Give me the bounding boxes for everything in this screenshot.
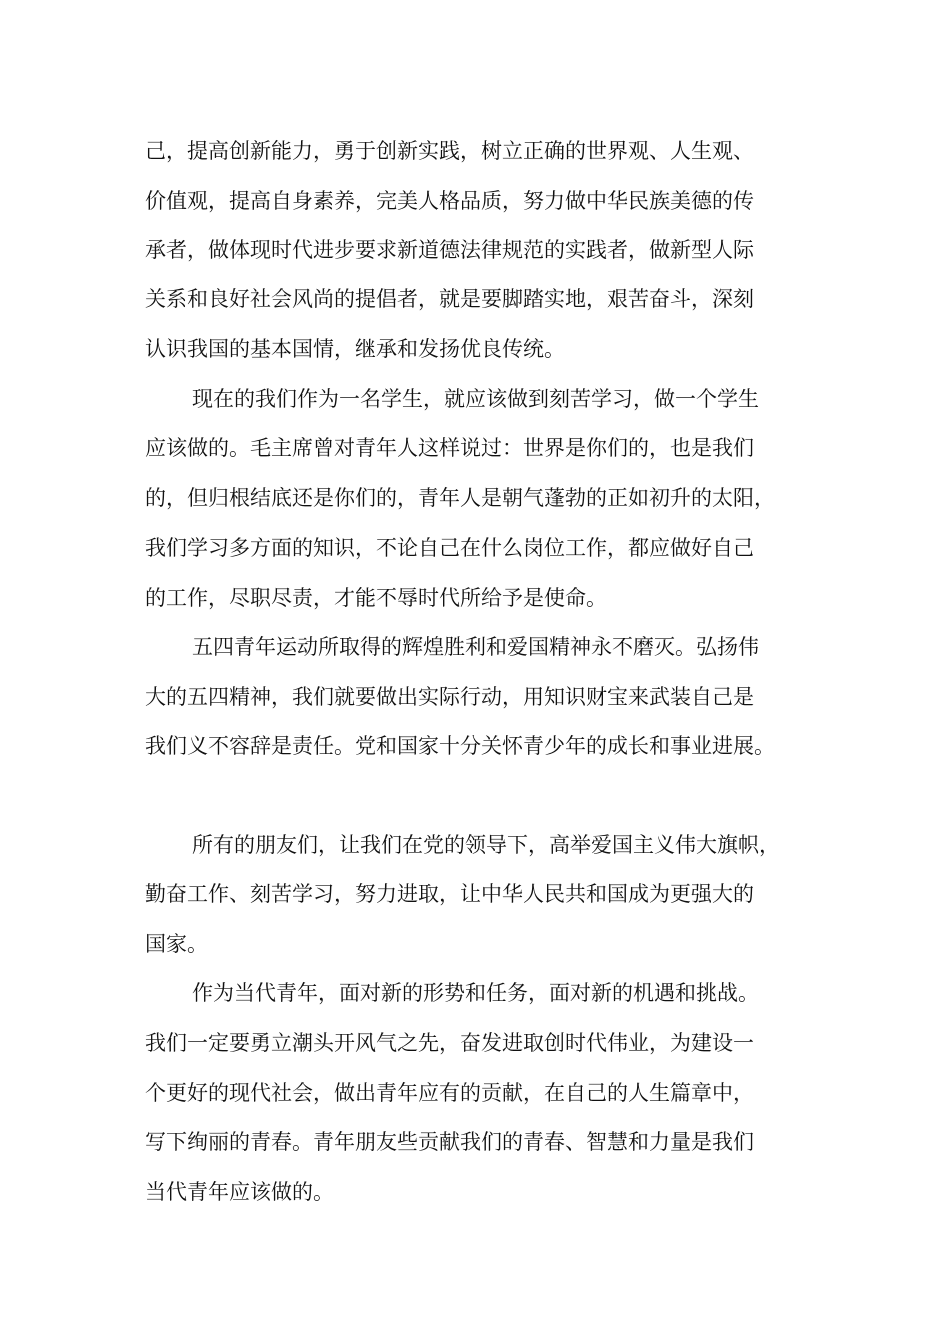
text-line: 价值观，提高自身素养，完美人格品质，努力做中华民族美德的传 (145, 189, 754, 213)
paragraph-start: 所有的朋友们，让我们在党的领导下，高举爱国主义伟大旗帜， (192, 833, 780, 857)
text-line: 我们学习多方面的知识，不论自己在什么岗位工作，都应做好自己 (145, 536, 754, 560)
text-line: 勤奋工作、刻苦学习，努力进取，让中华人民共和国成为更强大的 (145, 882, 754, 906)
text-line: 写下绚丽的青春。青年朋友些贡献我们的青春、智慧和力量是我们 (145, 1130, 754, 1154)
text-line: 个更好的现代社会，做出青年应有的贡献，在自己的人生篇章中， (145, 1081, 754, 1105)
text-line: 承者，做体现时代进步要求新道德法律规范的实践者，做新型人际 (145, 238, 754, 262)
text-line: 己，提高创新能力，勇于创新实践，树立正确的世界观、人生观、 (145, 139, 754, 163)
text-line: 当代青年应该做的。 (145, 1180, 334, 1204)
paragraph-start: 五四青年运动所取得的辉煌胜利和爱国精神永不磨灭。弘扬伟 (192, 635, 759, 659)
text-line: 的，但归根结底还是你们的，青年人是朝气蓬勃的正如初升的太阳， (145, 486, 775, 510)
paragraph-start: 现在的我们作为一名学生，就应该做到刻苦学习，做一个学生 (192, 387, 759, 411)
text-line: 我们一定要勇立潮头开风气之先，奋发进取创时代伟业，为建设一 (145, 1031, 754, 1055)
text-line: 国家。 (145, 932, 208, 956)
text-line: 大的五四精神，我们就要做出实际行动，用知识财宝来武装自己是 (145, 685, 754, 709)
text-line: 的工作，尽职尽责，才能不辱时代所给予是使命。 (145, 586, 607, 610)
text-line: 认识我国的基本国情，继承和发扬优良传统。 (145, 337, 565, 361)
text-line: 应该做的。毛主席曾对青年人这样说过：世界是你们的，也是我们 (145, 436, 754, 460)
text-line: 关系和良好社会风尚的提倡者，就是要脚踏实地，艰苦奋斗，深刻 (145, 287, 754, 311)
text-line: 我们义不容辞是责任。党和国家十分关怀青少年的成长和事业进展。 (145, 734, 775, 758)
paragraph-start: 作为当代青年，面对新的形势和任务，面对新的机遇和挑战。 (192, 981, 759, 1005)
